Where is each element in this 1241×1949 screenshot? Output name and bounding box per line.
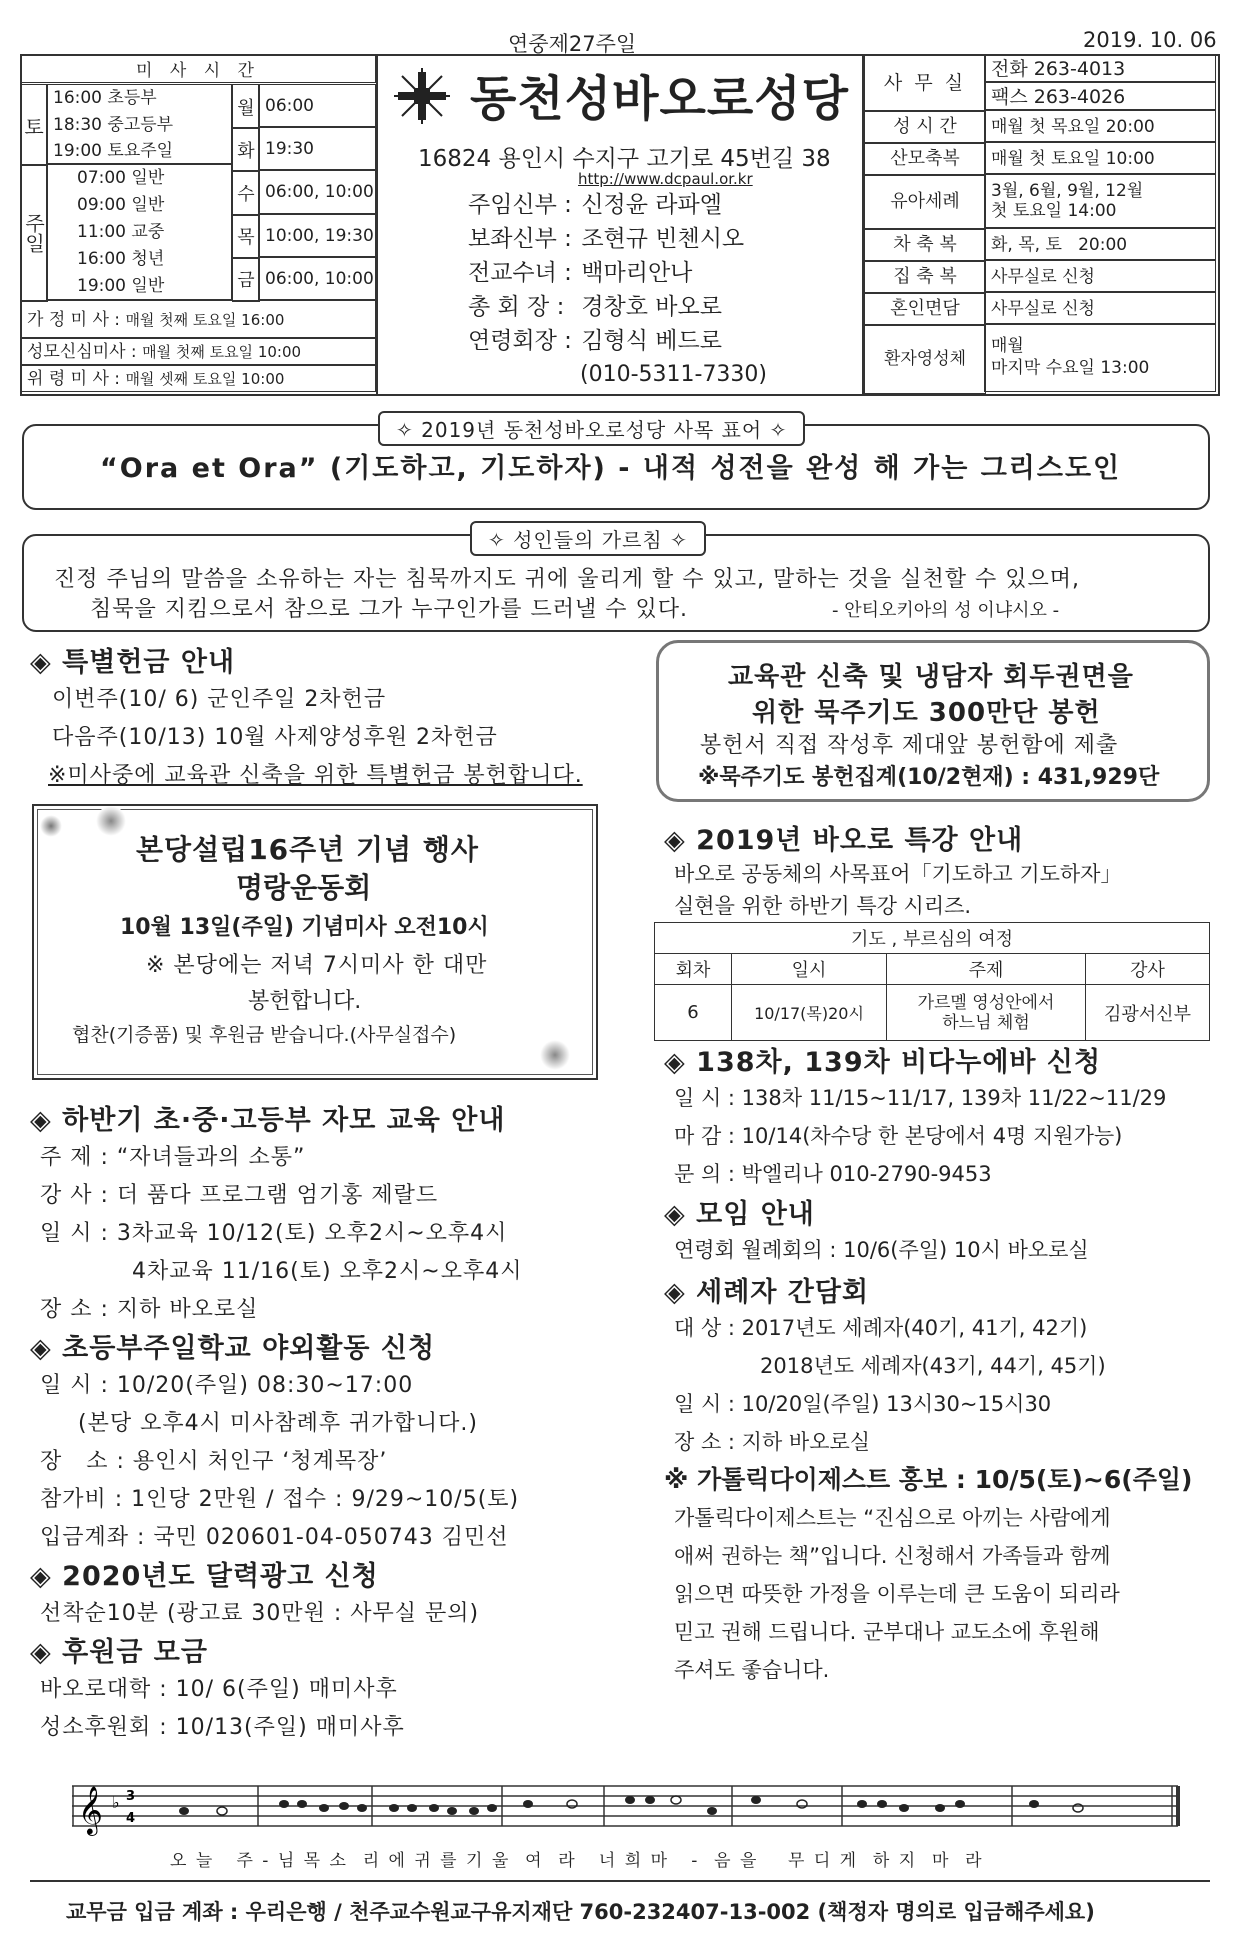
digest-title: ※ 가톨릭다이제스트 홍보 : 10/5(토)~6(주일) [664,1465,1193,1494]
anniversary-line-3: 봉헌합니다. [248,989,362,1014]
weekday-day-wed: 수 [232,170,260,215]
saturday-label: 토 [20,84,48,166]
staff-role: 연령회장 : [468,328,572,354]
saturday-mass-3: 19:00 토요주일 [53,141,174,162]
anniversary-line-1: 10월 13일(주일) 기념미사 오전10시 [120,915,489,940]
digest-line-5: 주셔도 좋습니다. [674,1658,830,1682]
decor-dot-icon [40,815,62,837]
staff-row [468,290,744,324]
saints-tab: ✧ 성인들의 가르침 ✧ [470,521,706,556]
weekday-time-mon: 06:00 [258,84,376,127]
staff-role: 전교수녀 : [468,260,572,286]
staff-name: 김형식 베드로 [581,328,722,354]
staff-row [468,256,744,290]
footer-text: 교무금 입금 계좌 : 우리은행 / 천주교수원교구유지재단 760-232407-13-002 (책정자 명의로 입금해주세요) [66,1900,1095,1924]
parent-edu-line-4: 4차교육 11/16(토) 오후2시~오후4시 [132,1259,523,1284]
sunday-mass-1: 07:00 일반 [77,168,165,188]
outdoor-line-4: 참가비 : 1인당 2만원 / 접수 : 9/29~10/5(토) [40,1487,520,1512]
staff-row [468,222,744,256]
lecture-header: 주제 [887,954,1086,985]
special-mass-1 [20,300,376,338]
staff-name: 백마리안나 [581,260,693,286]
lecture-title: ◈ 2019년 바오로 특강 안내 [664,825,1024,856]
lecture-topic-line: 하느님 체험 [942,1012,1030,1033]
parent-edu-line-2: 강 사 : 더 품다 프로그램 엄기홍 제랄드 [40,1183,439,1208]
digest-line-3: 읽으면 따뜻한 가정을 이루는데 큰 도움이 되리라 [674,1582,1120,1606]
outdoor-line-5: 입금계좌 : 국민 020601-04-050743 김민선 [40,1525,509,1550]
office-value-line: 매월 [991,336,1024,356]
office-label: 유아세례 [864,174,986,230]
lecture-line-2: 실현을 위한 하반기 특강 시리즈. [674,894,972,918]
office-value [984,324,1216,392]
outdoor-line-1: 일 시 : 10/20(주일) 08:30~17:00 [40,1373,414,1398]
office-label: 산모축복 [864,142,986,176]
lecture-line-1: 바오로 공동체의 사목표어「기도하고 기도하자」 [674,862,1122,886]
lecture-header: 강사 [1086,954,1210,985]
parish-name: 동천성바오로성당 [470,71,849,127]
prayer-line-1: 봉헌서 직접 작성후 제대앞 봉헌함에 제출 [700,733,1119,758]
lecture-table-title: 기도 , 부르심의 여정 [655,923,1210,954]
office-label: 집 축 복 [864,260,986,294]
meeting-line-1: 연령회 월례회의 : 10/6(주일) 10시 바오로실 [674,1238,1089,1262]
parish-phone: (010-5311-7330) [580,362,768,387]
cursillo-line-1: 일 시 : 138차 11/15~11/17, 139차 11/22~11/29 [674,1086,1167,1110]
parish-address: 16824 용인시 수지구 고기로 45번길 38 [418,146,831,172]
staff-name: 경창호 바오로 [581,294,722,320]
special-mass-3 [20,365,376,392]
music-lyrics: 오 늘 주 - 님 목 소 리 에 귀 를 기 울 여 라 너 희 마 - 음 을 무 디 게 하 지 마 라 [170,1851,984,1871]
parish-url[interactable]: http://www.dcpaul.or.kr [578,170,753,188]
digest-line-2: 애써 권하는 책”입니다. 신청해서 가족들과 함께 [674,1544,1111,1568]
baptized-title: ◈ 세례자 간담회 [664,1277,870,1308]
parish-staff [468,188,744,358]
special-offering-title: ◈ 특별헌금 안내 [30,647,236,678]
lecture-no: 6 [655,985,732,1041]
cursillo-line-2: 마 감 : 10/14(차수당 한 본당에서 4명 지원가능) [674,1124,1123,1148]
motto-text: “Ora et Ora” (기도하고, 기도하자) - 내적 성전을 완성 해 가는 그리스도인 [100,453,1122,484]
lecture-speaker: 김광서신부 [1086,985,1210,1041]
special-mass-2 [20,338,376,365]
office-value: 사무실로 신청 [984,292,1216,324]
office-info [864,54,1216,392]
special-mass-when: 매월 셋째 토요일 10:00 [125,370,285,388]
baptized-line-4: 장 소 : 지하 바오로실 [674,1430,871,1454]
baptized-line-2: 2018년도 세례자(43기, 44기, 45기) [760,1354,1106,1378]
lecture-date: 10/17(목)20시 [732,985,887,1041]
prayer-title-2: 위한 묵주기도 300만단 봉헌 [752,698,1101,728]
outdoor-title: ◈ 초등부주일학교 야외활동 신청 [30,1333,436,1364]
office-label: 혼인면담 [864,292,986,326]
saturday-masses [46,84,232,164]
special-mass-name: 성모신심미사 : [27,342,137,362]
bulletin-date: 2019. 10. 06 [1083,28,1217,52]
svg-text:𝄞: 𝄞 [78,1785,103,1834]
footer-rule [30,1880,1210,1882]
weekday-time-wed: 06:00, 10:00 [258,170,376,213]
sunday-mass-4: 16:00 청년 [77,249,165,269]
sunday-mass-2: 09:00 일반 [77,195,165,215]
outdoor-line-2: (본당 오후4시 미사참례후 귀가합니다.) [78,1411,478,1436]
decor-dot-icon [96,806,126,836]
parent-edu-line-5: 장 소 : 지하 바오로실 [40,1297,259,1322]
prayer-line-2: ※묵주기도 봉헌집계(10/2현재) : 431,929단 [698,765,1160,790]
parent-edu-line-1: 주 제 : “자녀들과의 소통” [40,1145,306,1170]
special-mass-name: 위 령 미 사 : [27,369,121,389]
office-value-line: 마지막 수요일 13:00 [991,358,1150,378]
office-value: 매월 첫 토요일 10:00 [984,142,1216,174]
calendar-line-1: 선착순10분 (광고료 30만원 : 사무실 문의) [40,1601,480,1626]
staff-name: 신정윤 라파엘 [581,192,722,218]
staff-role: 주임신부 : [468,192,572,218]
weekday-day-fri: 금 [232,257,260,302]
donation-line-1: 바오로대학 : 10/ 6(주일) 매미사후 [40,1677,398,1702]
outdoor-line-3: 장 소 : 용인시 처인구 ‘청계목장’ [40,1449,388,1474]
office-value [984,174,1216,228]
parish-divider-left [376,54,378,394]
saints-line-2: 침묵을 지킴으로서 참으로 그가 누구인가를 드러낼 수 있다. [90,597,688,622]
svg-text:♭: ♭ [112,1793,120,1812]
prayer-title-1: 교육관 신축 및 냉담자 회두권면을 [728,662,1134,692]
cursillo-line-3: 문 의 : 박엘리나 010-2790-9453 [674,1162,992,1186]
weekday-time-fri: 06:00, 10:00 [258,257,376,300]
weekday-masses [232,84,376,300]
sunday-mass-3: 11:00 교중 [77,222,165,242]
sunday-label: 주일 [20,164,48,302]
baptized-line-1: 대 상 : 2017년도 세례자(40기, 41기, 42기) [674,1316,1088,1340]
weekday-day-tue: 화 [232,127,260,172]
week-label: 연중제27주일 [508,32,637,56]
anniversary-title-2: 명랑운동회 [236,871,372,904]
calendar-title: ◈ 2020년도 달력광고 신청 [30,1561,379,1592]
anniversary-line-2: ※ 본당에는 저녁 7시미사 한 대만 [146,953,488,978]
office-value-line: 첫 토요일 14:00 [991,201,1117,221]
digest-line-4: 믿고 권해 드립니다. 군부대나 교도소에 후원해 [674,1620,1100,1644]
meeting-title: ◈ 모임 안내 [664,1199,815,1230]
special-mass-when: 매월 첫째 토요일 10:00 [142,343,302,361]
staff-row [468,188,744,222]
special-offering-line-1: 이번주(10/ 6) 군인주일 2차헌금 [52,687,387,712]
motto-tab: ✧ 2019년 동천성바오로성당 사목 표어 ✧ [378,411,805,446]
office-label: 사 무 실 [864,54,986,112]
svg-text:4: 4 [126,1811,136,1826]
office-value: 사무실로 신청 [984,260,1216,292]
staff-role: 총 회 장 : [468,294,565,320]
cross-logo-icon [390,64,454,128]
office-value-line: 3월, 6월, 9월, 12월 [991,181,1144,201]
parent-edu-line-3: 일 시 : 3차교육 10/12(토) 오후2시~오후4시 [40,1221,508,1246]
office-value: 매월 첫 목요일 20:00 [984,110,1216,142]
staff-row [468,324,744,358]
donation-title: ◈ 후원금 모금 [30,1637,208,1668]
anniversary-line-4: 협찬(기증품) 및 후원금 받습니다.(사무실접수) [72,1024,457,1046]
weekday-day-thu: 목 [232,214,260,259]
mass-title: 미 사 시 간 [21,55,376,83]
weekday-time-thu: 10:00, 19:30 [258,214,376,257]
donation-line-2: 성소후원회 : 10/13(주일) 매미사후 [40,1715,405,1740]
baptized-line-3: 일 시 : 10/20일(주일) 13시30~15시30 [674,1392,1052,1416]
office-label: 차 축 복 [864,228,986,262]
lecture-header: 회차 [655,954,732,985]
office-fax: 팩스 263-4026 [984,82,1216,110]
mass-schedule [20,54,376,83]
lecture-header: 일시 [732,954,887,985]
saints-line-1: 진정 주님의 말씀을 소유하는 자는 침묵까지도 귀에 울리게 할 수 있고, 말하는 것을 실천할 수 있으며, [54,567,1080,592]
office-label: 환자영성체 [864,324,986,394]
cursillo-title: ◈ 138차, 139차 비다누에바 신청 [664,1047,1102,1078]
office-phone: 전화 263-4013 [984,54,1216,82]
special-offering-line-2: 다음주(10/13) 10월 사제양성후원 2차헌금 [52,725,498,750]
special-mass-name: 가 정 미 사 : [27,310,121,330]
parent-edu-title: ◈ 하반기 초·중·고등부 자모 교육 안내 [30,1105,506,1136]
saturday-mass-2: 18:30 중고등부 [53,114,174,135]
saints-source: - 안티오키아의 성 이냐시오 - [832,600,1060,621]
lecture-topic [887,985,1086,1041]
decor-dot-icon [540,1040,570,1070]
saturday-mass-1: 16:00 초등부 [53,88,157,108]
lecture-topic-line: 가르멜 영성안에서 [917,992,1055,1013]
anniversary-title-1: 본당설립16주년 기념 행사 [136,833,479,866]
weekday-time-tue: 19:30 [258,127,376,170]
special-mass-when: 매월 첫째 토요일 16:00 [125,311,285,329]
music-staff [72,1778,1182,1838]
sunday-mass-5: 19:00 일반 [77,276,165,296]
staff-name: 조현규 빈첸시오 [581,226,745,252]
special-offering-line-3: ※미사중에 교육관 신축을 위한 특별헌금 봉헌합니다. [48,763,583,788]
office-value: 화, 목, 토 20:00 [984,228,1216,260]
svg-text:3: 3 [126,1789,136,1804]
digest-line-1: 가톨릭다이제스트는 “진심으로 아끼는 사람에게 [674,1506,1111,1530]
lecture-table [654,922,1210,1041]
staff-role: 보좌신부 : [468,226,572,252]
sunday-masses [46,164,232,300]
office-label: 성 시 간 [864,110,986,144]
weekday-day-mon: 월 [232,84,260,129]
